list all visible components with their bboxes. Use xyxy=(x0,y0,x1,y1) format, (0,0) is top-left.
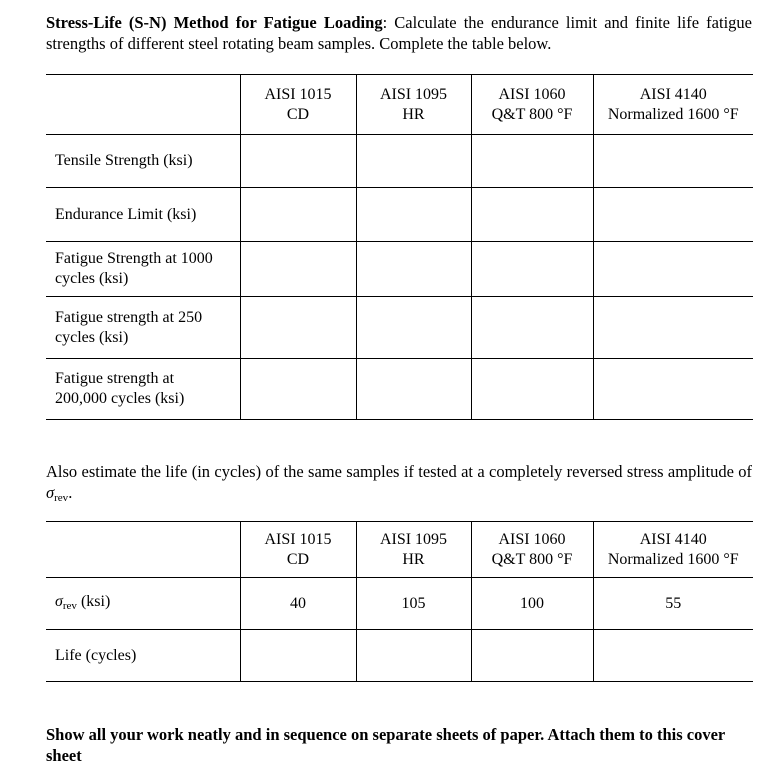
answer-cell[interactable] xyxy=(356,297,471,359)
column-header: AISI 1015 CD xyxy=(240,522,356,578)
strength-table xyxy=(46,74,753,420)
stress-value: 40 xyxy=(240,578,356,630)
stress-value: 105 xyxy=(356,578,471,630)
table-row xyxy=(46,578,753,630)
row-label: Tensile Strength (ksi) xyxy=(55,152,193,169)
answer-cell[interactable] xyxy=(593,135,753,188)
row-label: Life (cycles) xyxy=(55,646,137,664)
sigma-symbol: σ xyxy=(46,483,55,502)
intro-text: : Calculate the endurance limit and finite life fatigue strengths of different steel rotating beam samples. Complete the table below. xyxy=(46,13,752,53)
row-label: Fatigue strength at 250 cycles (ksi) xyxy=(55,308,203,346)
answer-cell[interactable] xyxy=(240,188,356,242)
answer-cell[interactable] xyxy=(240,359,356,420)
header-blank-cell xyxy=(46,522,240,578)
row-label: Fatigue strength at 200,000 cycles (ksi) xyxy=(55,370,185,407)
footer-instructions: Show all your work neatly and in sequence on separate sheets of paper. Attach them to this cover sheet xyxy=(46,725,725,765)
answer-cell[interactable] xyxy=(356,188,471,242)
answer-cell[interactable] xyxy=(471,135,593,188)
row-label: Endurance Limit (ksi) xyxy=(55,205,197,223)
table-row xyxy=(46,188,753,242)
column-header: AISI 1095 HR xyxy=(356,75,471,135)
table-row xyxy=(46,135,753,188)
answer-cell[interactable] xyxy=(593,630,753,682)
column-header: AISI 1060 Q&T 800 °F xyxy=(471,75,593,135)
table-row xyxy=(46,359,753,420)
answer-cell[interactable] xyxy=(593,359,753,420)
answer-cell[interactable] xyxy=(356,630,471,682)
answer-cell[interactable] xyxy=(240,242,356,297)
intro-title: Stress-Life (S-N) Method for Fatigue Loading xyxy=(46,13,383,32)
answer-cell[interactable] xyxy=(593,242,753,297)
answer-cell[interactable] xyxy=(240,297,356,359)
answer-cell[interactable] xyxy=(240,630,356,682)
table-row xyxy=(46,630,753,682)
answer-cell[interactable] xyxy=(471,188,593,242)
column-header: AISI 1015 CD xyxy=(240,75,356,135)
stress-value: 100 xyxy=(471,578,593,630)
intro-paragraph xyxy=(46,12,752,54)
column-header: AISI 4140 Normalized 1600 °F xyxy=(593,75,753,135)
life-table xyxy=(46,521,753,682)
answer-cell[interactable] xyxy=(356,135,471,188)
answer-cell[interactable] xyxy=(240,135,356,188)
header-row xyxy=(46,522,753,578)
answer-cell[interactable] xyxy=(593,297,753,359)
life-estimate-paragraph: Also estimate the life (in cycles) of the same samples if tested at a completely reversed stress amplitude of $\sigma_{rev}$. xyxy=(46,462,752,504)
answer-cell[interactable] xyxy=(471,359,593,420)
row-label: Fatigue Strength at 1000 cycles (ksi) xyxy=(55,250,213,287)
stress-value: 55 xyxy=(593,578,753,630)
header-row xyxy=(46,75,753,135)
answer-cell[interactable] xyxy=(471,630,593,682)
column-header: AISI 1095 HR xyxy=(356,522,471,578)
column-header: AISI 1060 Q&T 800 °F xyxy=(471,522,593,578)
row-label: $\sigma_{rev}$ (ksi) xyxy=(55,592,111,612)
answer-cell[interactable] xyxy=(356,242,471,297)
answer-cell[interactable] xyxy=(356,359,471,420)
answer-cell[interactable] xyxy=(471,297,593,359)
table-row xyxy=(46,242,753,297)
table-row xyxy=(46,297,753,359)
answer-cell[interactable] xyxy=(471,242,593,297)
header-blank-cell xyxy=(46,75,240,135)
column-header: AISI 4140 Normalized 1600 °F xyxy=(593,522,753,578)
answer-cell[interactable] xyxy=(593,188,753,242)
